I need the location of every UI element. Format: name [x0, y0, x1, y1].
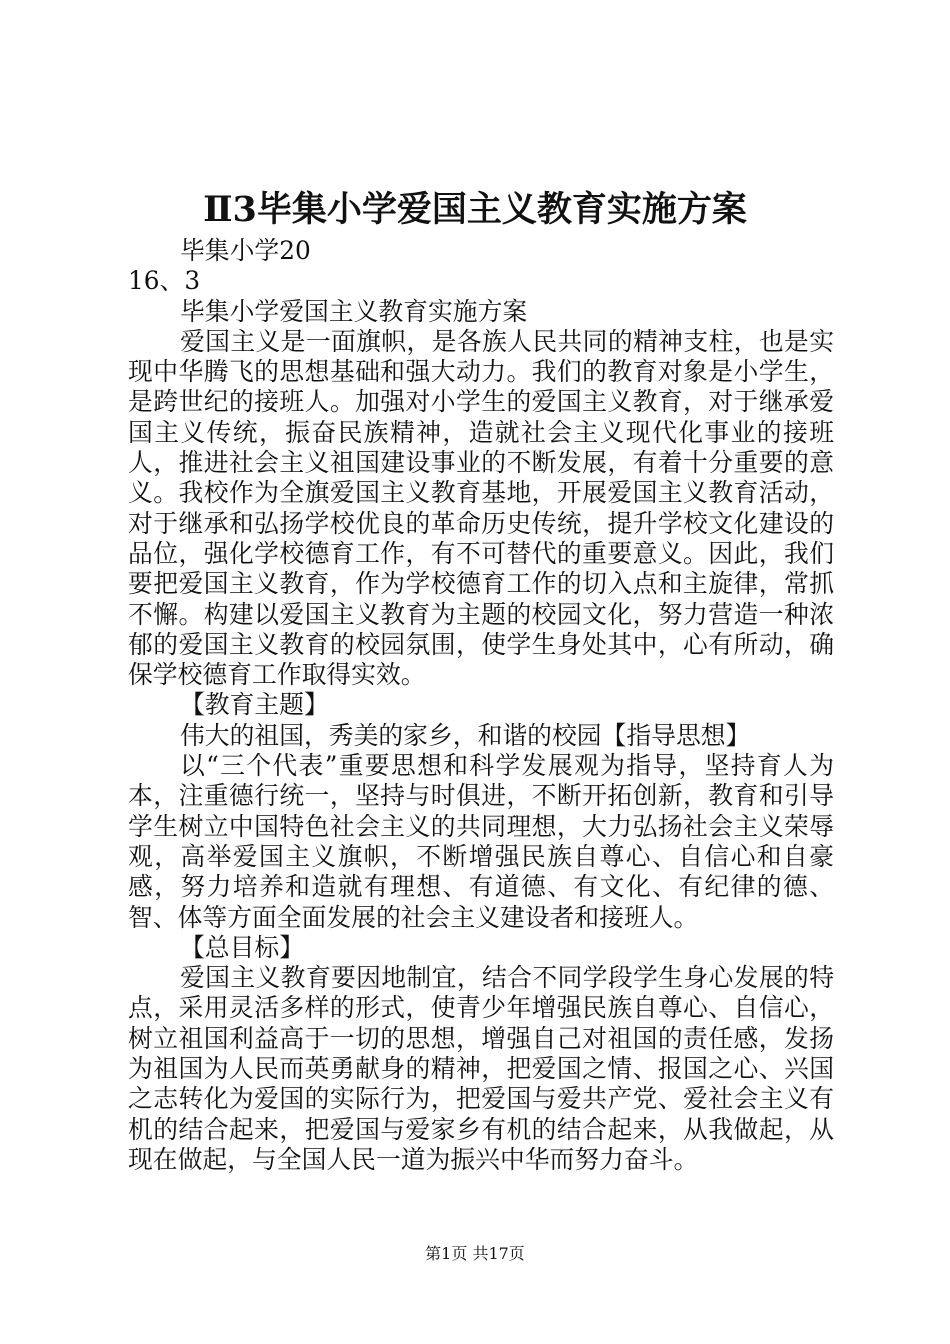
goal-paragraph: 爱国主义教育要因地制宜，结合不同学段学生身心发展的特点，采用灵活多样的形式，使青少年增强民族自尊心、自信心，树立祖国利益高于一切的思想，增强自己对祖国的责任感，发扬为祖国为人民而英勇献身的精神，把爱国之情、报国之心、兴国之志转化为爱国的实际行为，把爱国与爱共产党、爱社会主义有机的结合起来，把爱国与爱家乡有机的结合起来，从我做起，从现在做起，与全国人民一道为振兴中华而努力奋斗。: [128, 963, 834, 1174]
intro-paragraph: 爱国主义是一面旗帜，是各族人民共同的精神支柱，也是实现中华腾飞的思想基础和强大动力。我们的教育对象是小学生，是跨世纪的接班人。加强对小学生的爱国主义教育，对于继承爱国主义传统，振奋民族精神，造就社会主义现代化事业的接班人，推进社会主义祖国建设事业的不断发展，有着十分重要的意义。我校作为全旗爱国主义教育基地，开展爱国主义教育活动，对于继承和弘扬学校优良的革命历史传统，提升学校文化建设的品位，强化学校德育工作，有不可替代的重要意义。因此，我们要把爱国主义教育，作为学校德育工作的切入点和主旋律，常抓不懈。构建以爱国主义教育为主题的校园文化，努力营造一种浓郁的爱国主义教育的校园氛围，使学生身处其中，心有所动，确保学校德育工作取得实效。: [128, 326, 834, 690]
school-name-line: 毕集小学20: [180, 236, 311, 265]
section-heading-theme: 【教育主题】: [180, 690, 329, 720]
date-line: 16、3: [128, 266, 201, 296]
page-footer: 第1页 共17页: [425, 1244, 525, 1263]
subtitle-line: 毕集小学爱国主义教育实施方案: [180, 296, 528, 326]
section-heading-goal: 【总目标】: [180, 932, 304, 962]
theme-paragraph: 伟大的祖国，秀美的家乡，和谐的校园【指导思想】: [180, 720, 751, 750]
guiding-thought-paragraph: 以“三个代表”重要思想和科学发展观为指导，坚持育人为本，注重德行统一，坚持与时俱进，不断开拓创新，教育和引导学生树立中国特色社会主义的共同理想，大力弘扬社会主义荣辱观，高举爱国主义旗帜，不断增强民族自尊心、自信心和自豪感，努力培养和造就有理想、有道德、有文化、有纪律的德、智、体等方面全面发展的社会主义建设者和接班人。: [128, 751, 834, 932]
document-body: [128, 236, 834, 1175]
document-title: Ⅱ3毕集小学爱国主义教育实施方案: [203, 189, 747, 230]
